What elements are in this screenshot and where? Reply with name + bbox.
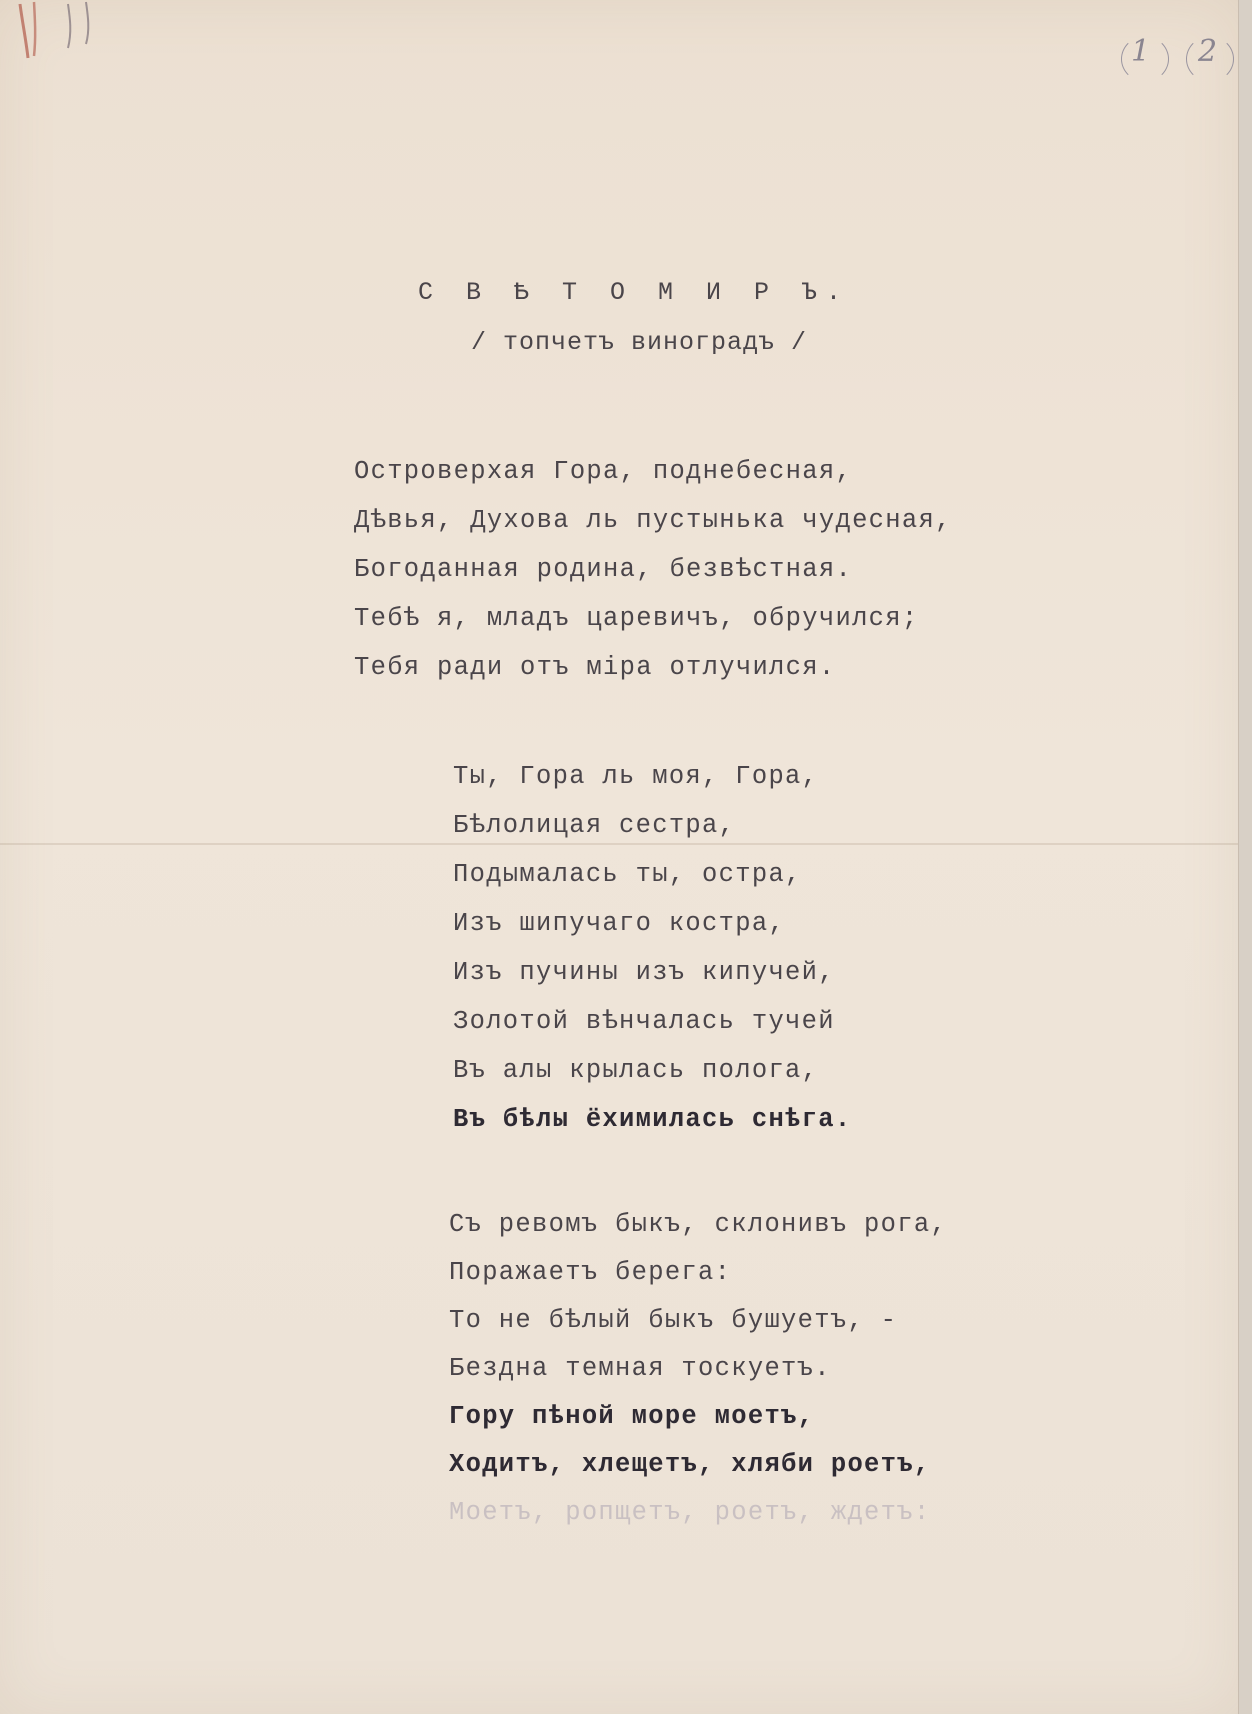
verse-line: Поражаетъ берега: (449, 1258, 732, 1287)
verse-line: Дѣвья, Духова ль пустынька чудесная, (354, 506, 952, 535)
verse-line: Бѣлолицая сестра, (453, 811, 736, 840)
page-number: 2 (1198, 34, 1218, 69)
verse-line: То не бѣлый быкъ бушуетъ, - (449, 1306, 898, 1335)
verse-line: Тебѣ я, младъ царевичъ, обручился; (354, 604, 919, 633)
verse-line: Въ алы крылась полога, (453, 1056, 819, 1085)
verse-line: Съ ревомъ быкъ, склонивъ рога, (449, 1210, 948, 1239)
verse-line: Изъ шипучаго костра, (453, 909, 786, 938)
poem-title: С В Ѣ Т О М И Р Ъ. (417, 278, 851, 307)
verse-line: Богоданная родина, безвѣстная. (354, 555, 853, 584)
verse-line: Моетъ, ропщетъ, роетъ, ждетъ: (449, 1498, 931, 1527)
page-number: 1 (1131, 34, 1151, 69)
verse-line: Гору пѣной море моетъ, (449, 1402, 815, 1431)
verse-line: Изъ пучины изъ кипучей, (453, 958, 835, 987)
verse-line: Тебя ради отъ міра отлучился. (354, 653, 836, 682)
verse-line: Бездна темная тоскуетъ. (449, 1354, 831, 1383)
verse-line: Въ бѣлы ёхимилась снѣга. (453, 1105, 852, 1134)
verse-line: Золотой вѣнчалась тучей (453, 1007, 835, 1036)
red-ink-mark (8, 0, 118, 60)
verse-line: Островерхая Гора, поднебесная, (354, 457, 853, 486)
verse-line: Ты, Гора ль моя, Гора, (453, 762, 819, 791)
stanza-1 (354, 447, 952, 692)
verse-line: Подымалась ты, остра, (453, 860, 802, 889)
poem-subtitle: / топчетъ виноградъ / (470, 328, 808, 357)
stanza-2 (453, 752, 851, 1144)
verse-line: Ходитъ, хлещетъ, хляби роетъ, (449, 1450, 931, 1479)
stanza-3 (449, 1201, 947, 1537)
